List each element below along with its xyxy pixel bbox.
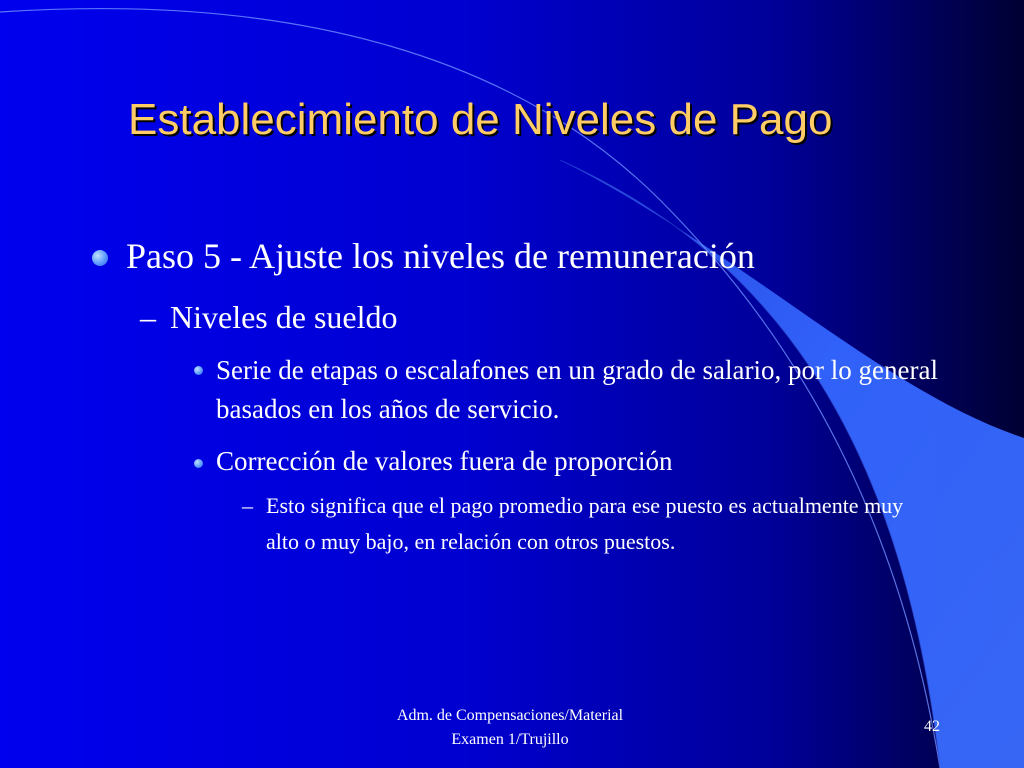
level2-dash-icon: – (140, 299, 156, 335)
level4-dash-icon: – (242, 493, 253, 518)
bullet-level1: Paso 5 - Ajuste los niveles de remuneración (126, 236, 755, 276)
level1-bullet-icon (92, 250, 108, 266)
level3-bullet-icon-1 (194, 366, 203, 375)
bullet-level3-item-1: Serie de etapas o escalafones en un grado de salario, por lo general basados en los años de servicio. (216, 355, 938, 424)
slide-title: Establecimiento de Niveles de Pago (128, 95, 833, 144)
page-number: 42 (924, 718, 940, 735)
footer-line-1: Adm. de Compensaciones/Material (396, 707, 624, 724)
bullet-level3-item-2: Corrección de valores fuera de proporción (216, 446, 673, 476)
footer-line-2: Examen 1/Trujillo (451, 731, 569, 748)
level3-bullet-icon-2 (194, 459, 203, 468)
bullet-level4: Esto significa que el pago promedio para ese puesto es actualmente muy alto o muy bajo, en relación con otros puestos. (266, 493, 904, 554)
bullet-level2: Niveles de sueldo (170, 299, 398, 335)
slide-footer (360, 704, 660, 752)
